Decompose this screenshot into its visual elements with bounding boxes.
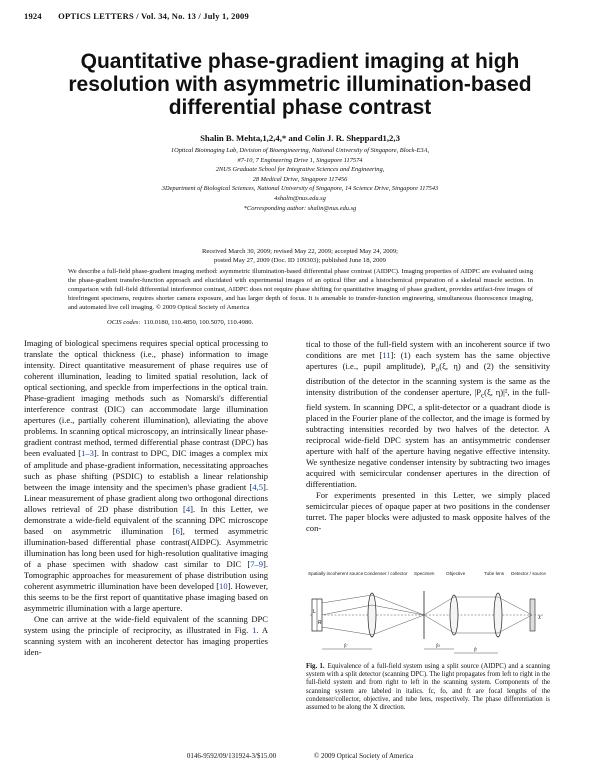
condenser-lens <box>368 593 376 637</box>
article-code: 0146-9592/09/131924-3/$15.00 <box>186 752 277 760</box>
citation-link[interactable]: 4,5 <box>252 481 264 492</box>
affiliation-line: 1Optical Bioimaging Lab, Division of Bioengineering, National University of Singapore, Block-E3A, <box>170 147 430 154</box>
affiliation-line: #7-10, 7 Engineering Drive 1, Singapore 117574 <box>237 156 363 164</box>
tube-lens <box>494 593 502 637</box>
date-line: Received March 30, 2009; revised May 22, 2009; accepted May 24, 2009; <box>202 248 398 255</box>
ocis-values: 110.0180, 110.4850, 100.5070, 110.4980. <box>143 319 254 326</box>
right-column <box>306 339 550 534</box>
citation-link[interactable]: 11 <box>382 350 391 361</box>
label-condenser: Condenser / collector <box>364 571 408 576</box>
objective-lens <box>450 595 458 635</box>
figure-label: Fig. 1. <box>306 663 325 670</box>
citation-link[interactable]: 1–3 <box>81 448 94 459</box>
label-tube-lens: Tube lens <box>484 571 505 576</box>
affiliation-line: 2NUS Graduate School for Integrative Sciences and Engineering, <box>215 166 385 174</box>
author-email[interactable]: 4shalin@nus.edu.sg <box>274 194 326 202</box>
ocis-codes <box>107 319 253 326</box>
paragraph: tical to those of the full-field system with an incoherent source if two conditions are met [11]: (1) each system has the same objective apertures (i.e., pupil amplitude), $P_o(\xi$, η) and (2) the sensitivity distribution of the detector in the scanning system is the same as the intensity distribution of the condenser aperture, $|P_c(\xi$, η)|², in the full-field system. In scanning DPC, a split-detector or a quadrant diode is placed in the Fourier plane of the collector, and the image is formed by subtracting intensities recorded by two halves of the detector. A reciprocal wide-field DPC system has an antisymmetric condenser aperture with half of the aperture having negative effective intensity. We synthesize negative condenser intensity by subtracting two images acquired with semicircular condenser apertures in the direction of differentiation. <box>306 339 551 489</box>
publication-dates <box>40 247 560 265</box>
paper-title: Quantitative phase-gradient imaging at high resolution with asymmetric illumination-based differential phase contrast <box>68 50 532 119</box>
label-specimen: Specimen <box>414 571 435 576</box>
citation-link[interactable]: 6 <box>175 525 180 536</box>
affiliation-line: 3Department of Biological Sciences, National University of Singapore, 14 Science Drive, Singapore 117543 <box>161 185 439 193</box>
affiliation-line: 28 Medical Drive, Singapore 117456 <box>252 175 348 183</box>
paragraph: One can arrive at the wide-field equivalent of the scanning DPC system using the principle of reciprocity, as illustrated in Fig. 1. A scanning system with an incoherent detector has imaging properties iden- <box>24 614 268 658</box>
caption-text: Equivalence of a full-field system using a split source (AIDPC) and a scanning system with a split detector (scanning DPC). The light propagates from left to right in the full-field system and from right to left in the scanning system. Components of the scanning system are labeled in italics. fc, fo, and ft are focal lengths of the condenser/collector, objective, and tube lens, respectively. The phase differentiation is assumed to be along the X direction. <box>306 663 550 712</box>
focal-length-condenser: fc <box>344 644 348 649</box>
abstract: We describe a full-field phase-gradient imaging method: asymmetric illumination-based differential phase contrast (AIDPC). Imaging properties of AIDPC are evaluated using the phase-gradient transfer-function approach and elucidated with experimental images of an optical fiber and a histochemical preparation of a skeletal muscle section. In comparison with full-field differential interference contrast, AIDPC does not require phase shifting for quantitative imaging of phase gradient, provides artifact-free images of birefringent specimens, requires shorter camera exposure, and has larger depth of focus. It is amenable to transfer-function engineering, simultaneous fluorescence imaging, and automated live cell imaging. © 2009 Optical Society of America <box>68 268 533 312</box>
paragraph: For experiments presented in this Letter, we simply placed semicircular pieces of opaque paper at two positions in the condenser turret. The paper blocks were adjusted to mask opposite halves of the con- <box>306 490 550 534</box>
paragraph: Imaging of biological specimens requires special optical processing to translate the optical thickness (i.e., phase) information to image intensity. Direct quantitative measurement of phase requires use of coherent illumination, leading to limited spatial resolution, lack of optical sectioning, and speckle from imperfections in the optical train. Phase-gradient imaging methods such as Nomarski's differential interference contrast (DIC) can accommodate large illumination apertures (i.e., partially coherent illumination), alleviating the above problems. In scanning optical microscopy, an intrinsically linear phase-gradient contrast method, termed differential phase contrast (DPC) has been evaluated [1–3]. In contrast to DPC, DIC images a complex mix of amplitude and phase-gradient information, necessitating approaches such as phase shifting (PSDIC) to establish a linear relationship between the image intensity and the specimen's phase gradient [4,5]. Linear measurement of phase gradient along two orthogonal directions allows retrieval of 2D phase distribution [4]. In this Letter, we demonstrate a wide-field equivalent of the scanning DPC microscope based on asymmetric illumination [6], termed asymmetric illumination-based differential phase contrast(AIDPC). Asymmetric illumination has long been used for high-resolution qualitative imaging of a phase specimen with shadow cast similar to DIC [7–9]. Tomographic approaches for measurement of phase distribution using coherent asymmetric illumination have been developed [10]. However, this seems to be the first report of quantitative phase imaging based on asymmetric illumination with a large aperture. <box>24 338 268 614</box>
corresponding-author: *Corresponding author: shalin@nus.edu.sg <box>243 204 357 212</box>
running-header <box>24 11 249 21</box>
affiliations <box>40 146 560 213</box>
label-left-half: L <box>313 609 316 615</box>
axis-label: X <box>538 616 542 621</box>
left-column <box>24 338 268 658</box>
author-list: Shalin B. Mehta,1,2,4,* and Colin J. R. Sheppard1,2,3 <box>200 133 400 143</box>
date-line: posted May 27, 2009 (Doc. ID 109303); published June 18, 2009 <box>214 257 386 264</box>
figure-1-diagram <box>306 569 550 661</box>
focal-length-tube: ft <box>474 648 477 653</box>
citation-link[interactable]: 4 <box>185 503 191 514</box>
citation-link[interactable]: 7–9 <box>250 558 264 569</box>
split-detector <box>530 599 535 631</box>
label-detector: Detector / source <box>511 571 546 576</box>
page-number: 1924 <box>24 11 42 21</box>
focal-length-objective: fo <box>436 644 440 649</box>
journal-citation: OPTICS LETTERS / Vol. 34, No. 13 / July 1, 2009 <box>58 11 249 21</box>
label-source: Spatially incoherent source <box>308 571 364 576</box>
copyright-notice: © 2009 Optical Society of America <box>313 752 414 760</box>
page-footer <box>160 752 440 760</box>
label-right-half: R <box>318 620 322 626</box>
figure-caption <box>306 663 550 712</box>
label-objective: Objective <box>446 571 466 576</box>
focal-length-markers <box>322 649 498 653</box>
ocis-label: OCIS codes: <box>107 319 141 326</box>
citation-link[interactable]: 10 <box>219 581 228 592</box>
figure-link[interactable]: 1 <box>252 625 257 636</box>
